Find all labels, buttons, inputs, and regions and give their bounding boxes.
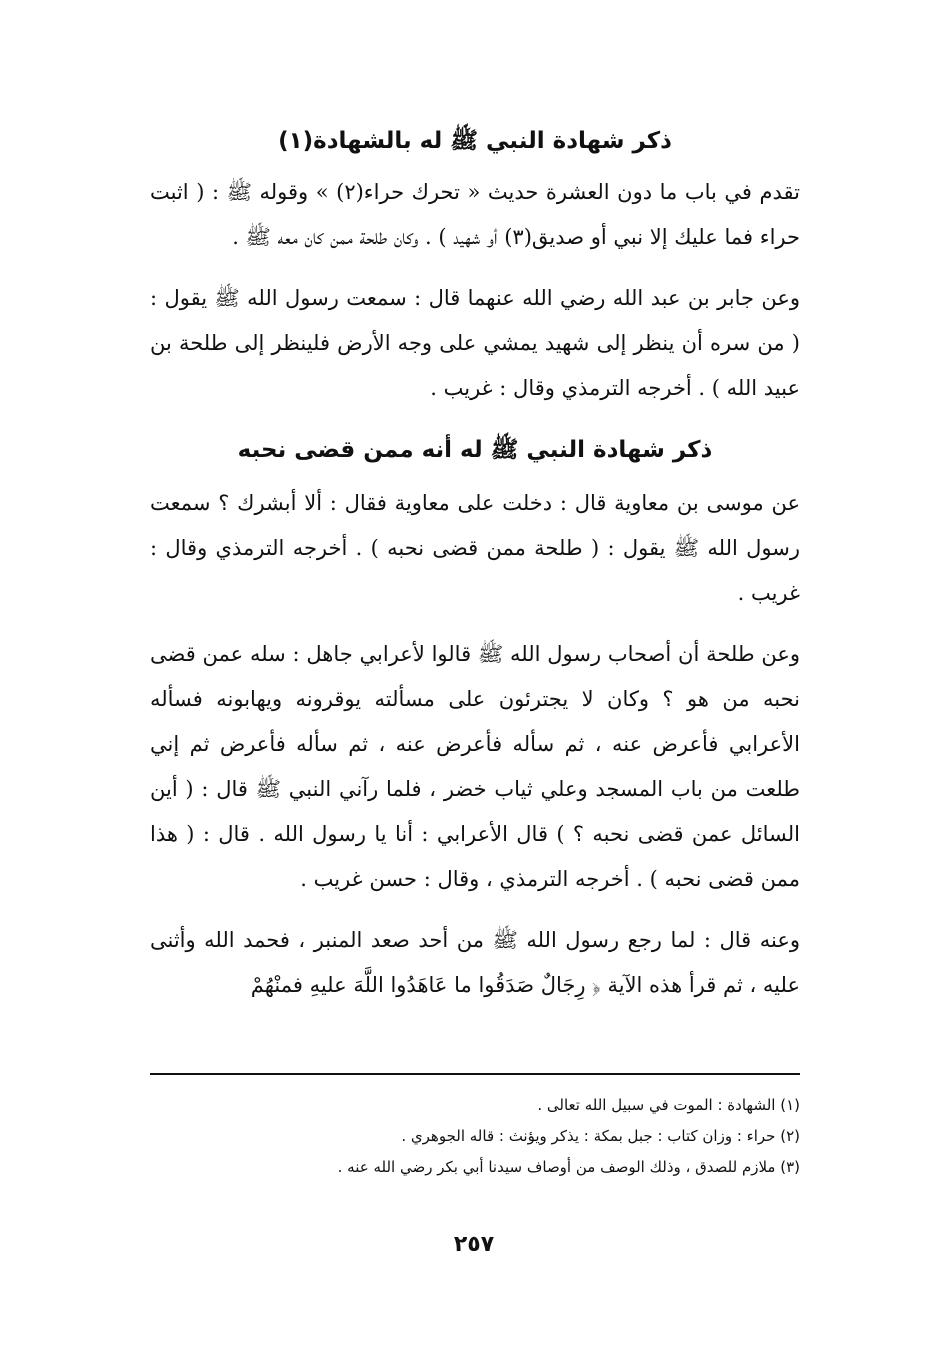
paragraph-2: وعن جابر بن عبد الله رضي الله عنهما قال : سمعت رسول الله ﷺ يقول : ( من سره أن ينظر إلى شهيد يمشي على وجه الأرض فلينظر إلى طلحة بن عبيد الله ) . أخرجه الترمذي وقال : غريب .: [150, 286, 800, 400]
paragraph-1: تقدم في باب ما دون العشرة حديث « تحرك حراء(٢) » وقوله ﷺ : ( اثبت حراء فما عليك إلا نبي أو صديق(٣) أو شهيد ) . وكان طلحة ممن كان معه ﷺ .: [150, 180, 800, 249]
footnote-1: (١) الشهادة : الموت في سبيل الله تعالى .: [537, 1096, 800, 1114]
page-number: ٢٥٧: [453, 1232, 495, 1257]
section-heading-2: ذكر شهادة النبي ﷺ له أنه ممن قضى نحبه: [237, 437, 713, 463]
paragraph-5: وعنه قال : لما رجع رسول الله ﷺ من أحد صعد المنبر ، فحمد الله وأثنى عليه ، ثم قرأ هذه الآية ﴿ رِجَالٌ صَدَقُوا ما عَاهَدُوا اللَّهَ عليهِ فمنْهُمْ: [150, 928, 800, 997]
section-heading-1: ذكر شهادة النبي ﷺ له بالشهادة(١): [278, 128, 672, 154]
footnote-divider: [150, 1073, 800, 1075]
footnotes: [150, 1090, 800, 1183]
main-text: [150, 118, 800, 1024]
paragraph-4: وعن طلحة أن أصحاب رسول الله ﷺ قالوا لأعرابي جاهل : سله عمن قضى نحبه من هو ؟ وكان لا يجترئون على مسألته يوقرونه ويهابونه فسأله الأعرابي فأعرض عنه ، ثم سأله فأعرض عنه ، ثم سأله فأعرض ثم إني طلعت من باب المسجد وعلي ثياب خضر ، فلما رآني النبي ﷺ قال : ( أين السائل عمن قضى نحبه ؟ ) قال الأعرابي : أنا يا رسول الله . قال : ( هذا ممن قضى نحبه ) . أخرجه الترمذي ، وقال : حسن غريب .: [150, 642, 800, 891]
footnote-3: (٣) ملازم للصدق ، وذلك الوصف من أوصاف سيدنا أبي بكر رضي الله عنه .: [337, 1158, 800, 1176]
paragraph-3: عن موسى بن معاوية قال : دخلت على معاوية فقال : ألا أبشرك ؟ سمعت رسول الله ﷺ يقول : ( طلحة ممن قضى نحبه ) . أخرجه الترمذي وقال : غريب .: [150, 491, 800, 605]
footnote-2: (٢) حراء : وزان كتاب : جبل بمكة : يذكر ويؤنث : قاله الجوهري .: [401, 1127, 800, 1145]
